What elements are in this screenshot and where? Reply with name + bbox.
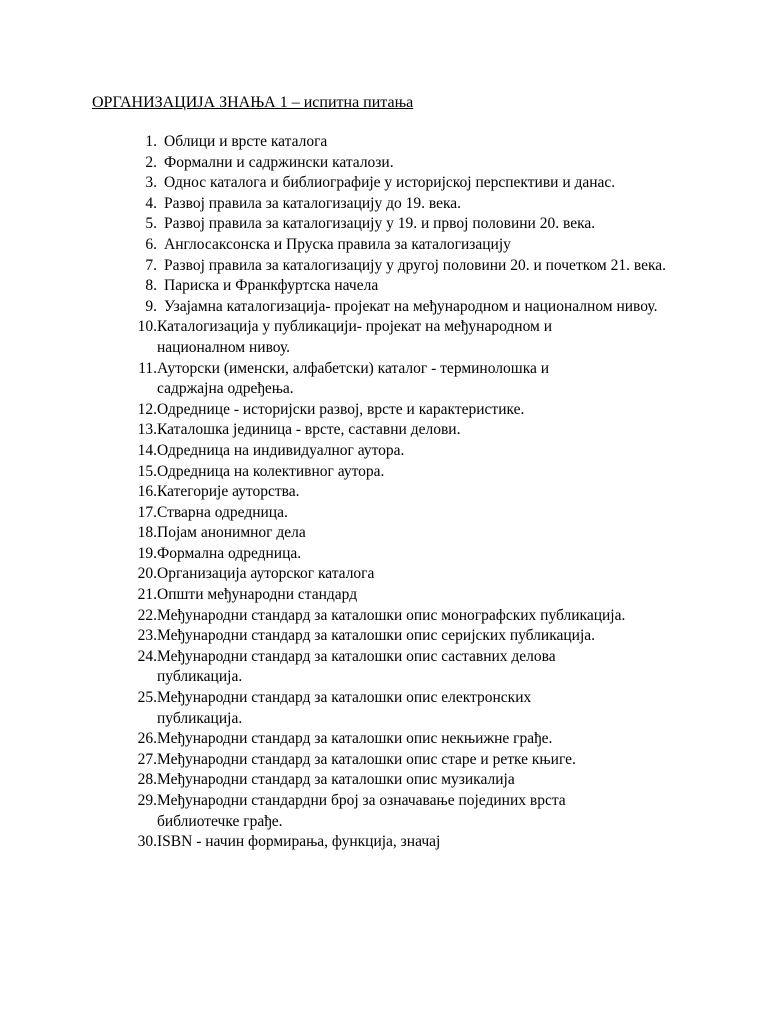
question-item	[120, 153, 680, 174]
question-number: 25.	[137, 689, 157, 707]
question-item	[120, 132, 680, 153]
question-number: 8.	[145, 277, 157, 295]
question-text: Развој правила за каталогизацију до 19. века.	[164, 194, 462, 212]
question-number: 11.	[138, 359, 157, 377]
question-item	[120, 626, 680, 647]
question-item	[120, 606, 680, 627]
question-item	[120, 317, 680, 358]
question-text: Однос каталога и библиографије у историјској перспективи и данас.	[164, 174, 616, 192]
question-item	[120, 256, 680, 277]
question-number: 22.	[137, 606, 157, 624]
question-number: 14.	[137, 441, 157, 459]
question-number: 2.	[145, 153, 157, 171]
question-text: Појам анонимног дела	[157, 524, 306, 542]
question-text: Одредница на колективног аутора.	[157, 462, 385, 480]
question-number: 10.	[137, 318, 157, 336]
question-number: 21.	[137, 586, 157, 604]
question-number: 16.	[137, 483, 157, 501]
question-item	[120, 462, 680, 483]
question-text: Међународни стандард за каталошки опис серијских публикација.	[157, 627, 596, 645]
question-number: 1.	[145, 133, 157, 150]
question-text: Међународни стандард за каталошки опис некњижне грађе.	[157, 730, 553, 748]
question-text: Општи међународни стандард	[157, 586, 358, 604]
question-text: Одреднице - историјски развој, врсте и карактеристике.	[157, 400, 525, 418]
question-text: Развој правила за каталогизацију у другој половини 20. и почетком 21. века.	[164, 256, 667, 274]
question-item	[120, 770, 680, 791]
question-text: Међународни стандард за каталошки опис старе и ретке књиге.	[157, 750, 576, 768]
question-number: 23.	[137, 627, 157, 645]
question-text: Узајамна каталогизација- пројекат на међународном и националном нивоу.	[164, 297, 658, 315]
question-text: Ауторски (именски, алфабетски) каталог - терминолошка и садржајна одређења.	[157, 359, 550, 398]
question-item	[120, 750, 680, 771]
question-text: Одредница на индивидуалног аутора.	[157, 441, 405, 459]
question-number: 30.	[137, 833, 157, 851]
question-item	[120, 173, 680, 194]
question-item	[120, 791, 680, 832]
question-text: Међународни стандард за каталошки опис монографских публикација.	[157, 606, 626, 624]
question-number: 17.	[137, 503, 157, 521]
question-item	[120, 400, 680, 421]
question-item	[120, 832, 680, 853]
question-text: ISBN - начин формирања, функција, значај	[157, 833, 441, 851]
question-number: 28.	[137, 771, 157, 789]
question-item	[120, 235, 680, 256]
question-item	[120, 214, 680, 235]
question-text: Стварна одредница.	[157, 503, 288, 521]
question-number: 18.	[137, 524, 157, 542]
question-number: 15.	[137, 462, 157, 480]
question-item	[120, 544, 680, 565]
question-item	[120, 359, 680, 400]
question-text: Облици и врсте каталога	[164, 133, 328, 150]
question-number: 12.	[137, 400, 157, 418]
question-text: Англосаксонска и Пруска правила за каталогизацију	[164, 235, 511, 253]
question-item	[120, 482, 680, 503]
question-number: 20.	[137, 565, 157, 583]
question-number: 9.	[145, 297, 157, 315]
question-number: 6.	[145, 235, 157, 253]
question-text: Међународни стандард за каталошки опис електронских публикација.	[157, 689, 532, 727]
question-text: Међународни стандард за каталошки опис музикалија	[157, 771, 515, 789]
question-item	[120, 420, 680, 441]
question-item	[120, 297, 680, 318]
question-item	[120, 585, 680, 606]
question-text: Каталогизација у публикацији- пројекат на међународном и националном нивоу.	[157, 318, 553, 356]
question-number: 24.	[137, 647, 157, 665]
question-item	[120, 441, 680, 462]
question-number: 27.	[137, 750, 157, 768]
document-title: ОРГАНИЗАЦИЈА ЗНАЊА 1 – испитна питања	[92, 94, 414, 111]
question-item	[120, 503, 680, 524]
question-text: Категорије ауторства.	[157, 483, 300, 501]
question-item	[120, 688, 680, 729]
question-text: Формална одредница.	[157, 544, 302, 562]
question-number: 19.	[137, 544, 157, 562]
question-item	[120, 523, 680, 544]
question-text: Формални и садржински каталози.	[164, 153, 394, 171]
question-number: 3.	[145, 174, 157, 192]
question-text: Каталошка јединица - врсте, саставни делови.	[157, 421, 461, 439]
question-item	[120, 194, 680, 215]
question-item	[120, 276, 680, 297]
question-text: Међународни стандардни број за означавање појединих врста библиотечке грађе.	[157, 792, 566, 830]
question-item	[120, 647, 680, 688]
question-text: Развој правила за каталогизацију у 19. и првој половини 20. века.	[164, 215, 596, 233]
question-item	[120, 564, 680, 585]
question-text: Организација ауторског каталога	[157, 565, 375, 583]
question-number: 29.	[137, 792, 157, 809]
question-number: 7.	[145, 256, 157, 274]
question-number: 4.	[145, 194, 157, 212]
question-item	[120, 729, 680, 750]
question-text: Париска и Франкфуртска начела	[164, 277, 379, 295]
question-text: Међународни стандард за каталошки опис саставних делова публикација.	[157, 647, 556, 686]
question-number: 13.	[137, 421, 157, 439]
question-number: 26.	[137, 730, 157, 748]
question-list	[120, 132, 680, 853]
question-number: 5.	[145, 215, 157, 233]
